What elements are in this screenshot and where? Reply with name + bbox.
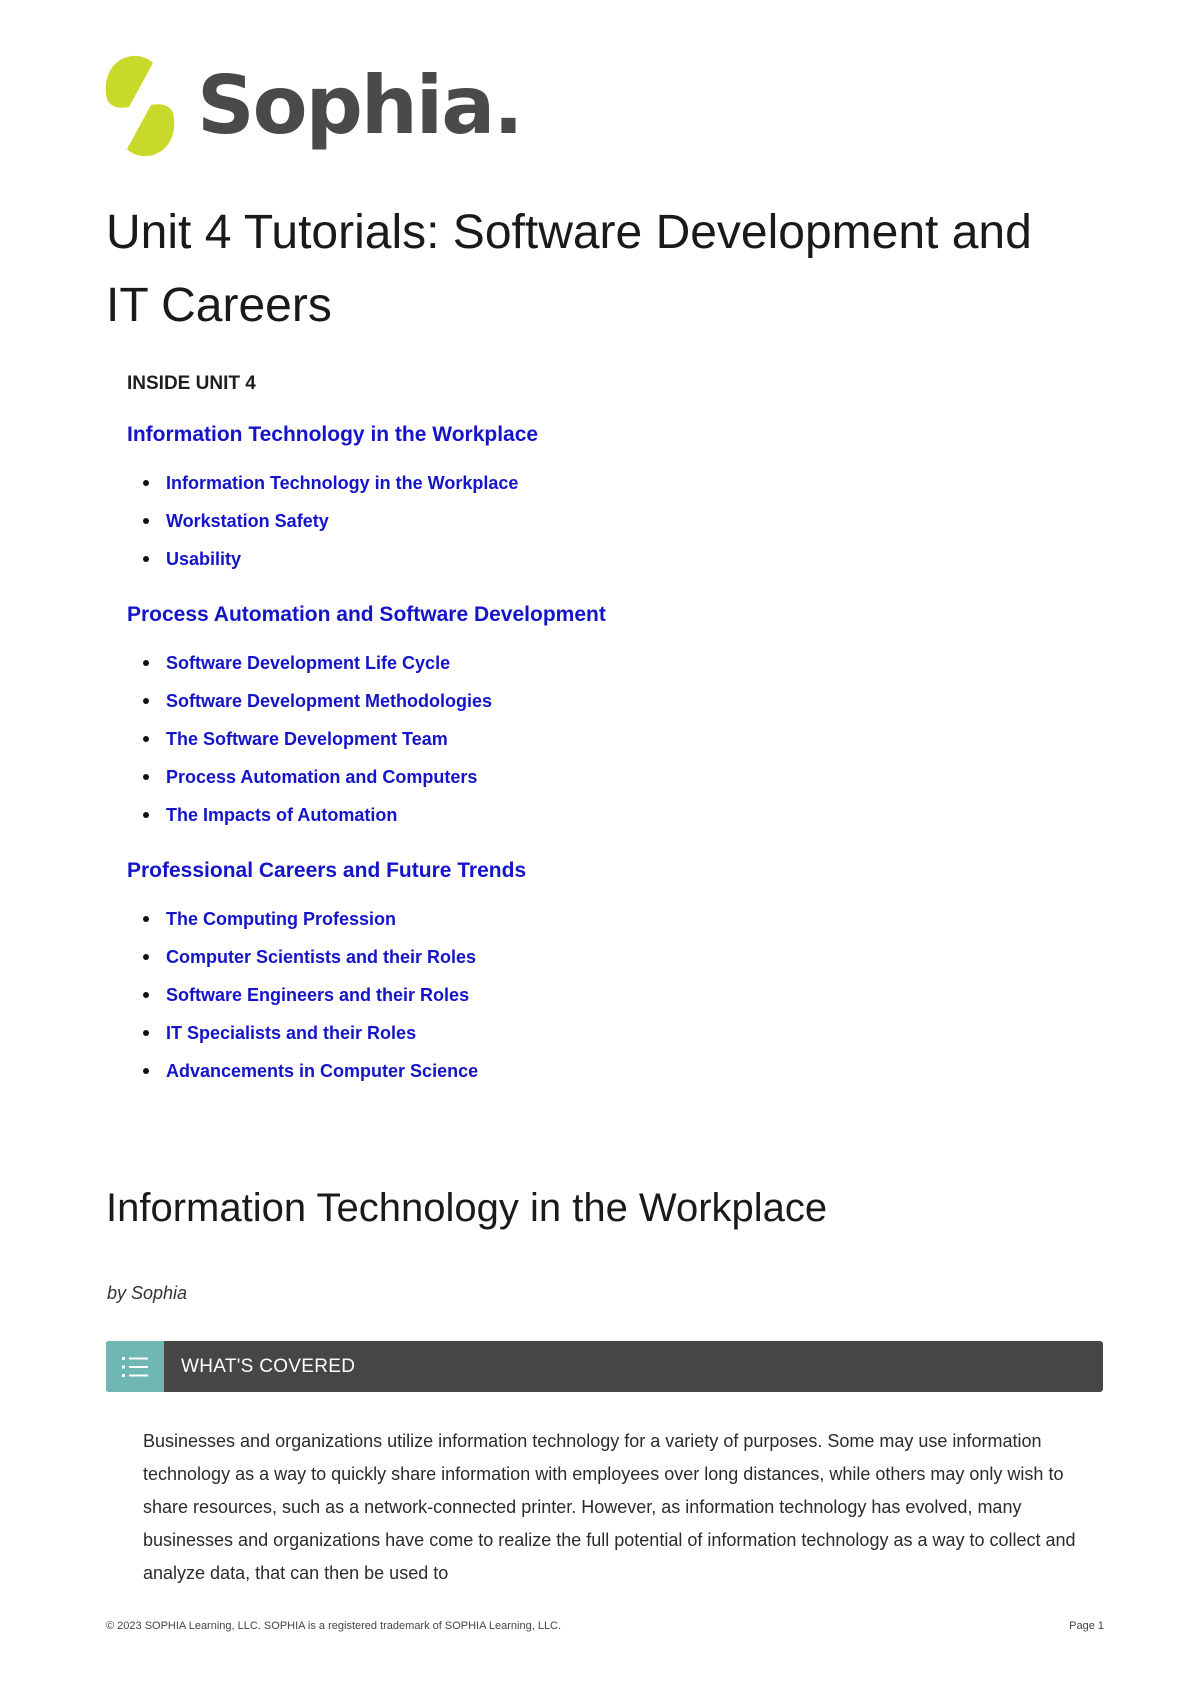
sophia-logo	[103, 55, 522, 157]
intro-paragraph: Businesses and organizations utilize information technology for a variety of purposes. Some may use information technology as a way to quickly share information with employees over long distances, while others may only wish to share resources, such as a network-connected printer. However, as information technology has evolved, many businesses and organizations have come to realize the full potential of information technology as a way to collect and analyze data, that can then be used to	[143, 1431, 1076, 1583]
toc-list-item	[143, 796, 1027, 834]
bullet-icon	[143, 518, 149, 524]
whats-covered-label: WHAT'S COVERED	[181, 1355, 356, 1377]
toc-item-link[interactable]: Workstation Safety	[166, 511, 329, 531]
bullet-icon	[143, 992, 149, 998]
toc-list-item	[143, 464, 1027, 502]
toc-list-item	[143, 540, 1027, 578]
toc-section-list	[127, 644, 1027, 834]
toc-item-link[interactable]: Software Engineers and their Roles	[166, 985, 470, 1005]
footer-copyright: © 2023 SOPHIA Learning, LLC. SOPHIA is a registered trademark of SOPHIA Learning, LLC.	[106, 1620, 562, 1632]
toc-list-item	[143, 938, 1027, 976]
toc-item-link[interactable]: Computer Scientists and their Roles	[166, 947, 477, 967]
unit-title: Unit 4 Tutorials: Software Development and IT Careers	[106, 206, 1032, 332]
toc-item-link[interactable]: Usability	[166, 549, 242, 569]
toc-item-link[interactable]: The Computing Profession	[166, 909, 397, 929]
toc-list-item	[143, 644, 1027, 682]
toc-item-link[interactable]: Software Development Life Cycle	[166, 653, 451, 673]
tutorial-title: Information Technology in the Workplace	[106, 1186, 828, 1230]
toc-item-link[interactable]: Software Development Methodologies	[166, 691, 493, 711]
byline: by Sophia	[107, 1283, 188, 1303]
toc-item-link[interactable]: Advancements in Computer Science	[166, 1061, 479, 1081]
toc-heading: INSIDE UNIT 4	[127, 373, 256, 394]
bullet-icon	[143, 954, 149, 960]
toc-section-link[interactable]: Professional Careers and Future Trends	[127, 859, 527, 882]
footer-page-number: Page 1	[1069, 1620, 1104, 1632]
toc-section-link[interactable]: Information Technology in the Workplace	[127, 423, 539, 446]
toc-list-item	[143, 502, 1027, 540]
bullet-icon	[143, 812, 149, 818]
toc-list-item	[143, 1014, 1027, 1052]
toc-item-link[interactable]: IT Specialists and their Roles	[166, 1023, 417, 1043]
bullet-icon	[143, 774, 149, 780]
toc-list-item	[143, 1052, 1027, 1090]
sophia-wordmark: Sophia.	[197, 59, 522, 152]
bullet-icon	[143, 698, 149, 704]
bullet-icon	[143, 556, 149, 562]
bullet-icon	[143, 916, 149, 922]
toc-section-list	[127, 464, 1027, 578]
toc-item-link[interactable]: The Impacts of Automation	[166, 805, 398, 825]
sophia-mark-icon	[103, 55, 177, 157]
toc-list-item	[143, 720, 1027, 758]
whats-covered-banner	[106, 1341, 1103, 1392]
toc-list-item	[143, 758, 1027, 796]
whats-covered-icon-box	[106, 1341, 164, 1392]
bullet-icon	[143, 736, 149, 742]
toc-item-link[interactable]: The Software Development Team	[166, 729, 448, 749]
toc-section-link[interactable]: Process Automation and Software Development	[127, 603, 606, 626]
toc-list-item	[143, 900, 1027, 938]
bullet-icon	[143, 660, 149, 666]
bullet-icon	[143, 480, 149, 486]
toc-list-item	[143, 682, 1027, 720]
toc-section-list	[127, 900, 1027, 1090]
toc-item-link[interactable]: Information Technology in the Workplace	[166, 473, 519, 493]
toc-item-link[interactable]: Process Automation and Computers	[166, 767, 478, 787]
list-icon	[121, 1355, 149, 1379]
bullet-icon	[143, 1030, 149, 1036]
unit-table-of-contents	[127, 370, 1027, 1090]
bullet-icon	[143, 1068, 149, 1074]
toc-list-item	[143, 976, 1027, 1014]
